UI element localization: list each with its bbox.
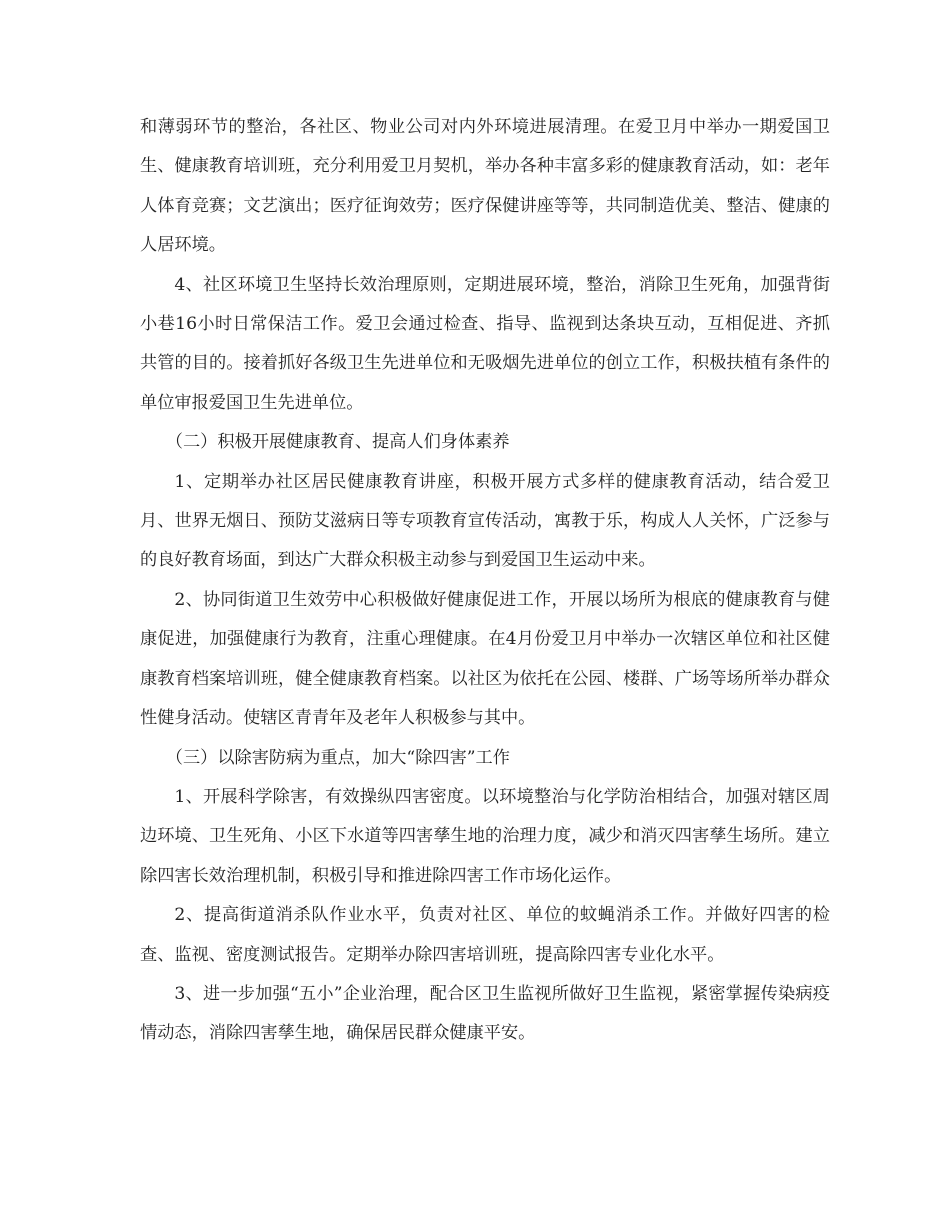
section-heading-2: （二）积极开展健康教育、提高人们身体素养 — [165, 432, 510, 453]
document-body — [140, 108, 830, 1054]
paragraph-item-3-pest: 3、进一步加强“五小”企业治理，配合区卫生监视所做好卫生监视，紧密掌握传染病疫情动态，消除四害孳生地，确保居民群众健康平安。 — [140, 983, 830, 1044]
section-heading-3: （三）以除害防病为重点，加大“除四害”工作 — [165, 747, 510, 768]
paragraph-item-1-pest: 1、开展科学除害，有效操纵四害密度。以环境整治与化学防治相结合，加强对辖区周边环境、卫生死角、小区下水道等四害孳生地的治理力度，减少和消灭四害孳生场所。建立除四害长效治理机制，积极引导和推进除四害工作市场化运作。 — [140, 786, 830, 886]
paragraph-item-4: 4、社区环境卫生坚持长效治理原则，定期进展环境，整治，消除卫生死角，加强背街小巷16小时日常保洁工作。爱卫会通过检查、指导、监视到达条块互动，互相促进、齐抓共管的目的。接着抓好各级卫生先进单位和无吸烟先进单位的创立工作，积极扶植有条件的单位审报爱国卫生先进单位。 — [140, 274, 830, 413]
paragraph-item-1-health: 1、定期举办社区居民健康教育讲座，积极开展方式多样的健康教育活动，结合爱卫月、世界无烟日、预防艾滋病日等专项教育宣传活动，寓教于乐，构成人人关怀，广泛参与的良好教育场面，到达广大群众积极主动参与到爱国卫生运动中来。 — [140, 471, 830, 571]
paragraph-item-2-pest: 2、提高街道消杀队作业水平，负责对社区、单位的蚊蝇消杀工作。并做好四害的检查、监视、密度测试报告。定期举办除四害培训班，提高除四害专业化水平。 — [140, 905, 830, 965]
paragraph-continuation: 和薄弱环节的整治，各社区、物业公司对内外环境进展清理。在爱卫月中举办一期爱国卫生、健康教育培训班，充分利用爱卫月契机，举办各种丰富多彩的健康教育活动，如：老年人体育竞赛；文艺演出；医疗征询效劳；医疗保健讲座等等，共同制造优美、整洁、健康的人居环境。 — [140, 117, 830, 256]
paragraph-item-2-health: 2、协同街道卫生效劳中心积极做好健康促进工作，开展以场所为根底的健康教育与健康促进，加强健康行为教育，注重心理健康。在4月份爱卫月中举办一次辖区单位和社区健康教育档案培训班，健全健康教育档案。以社区为依托在公园、楼群、广场等场所举办群众性健身活动。使辖区青青年及老年人积极参与其中。 — [140, 589, 830, 729]
